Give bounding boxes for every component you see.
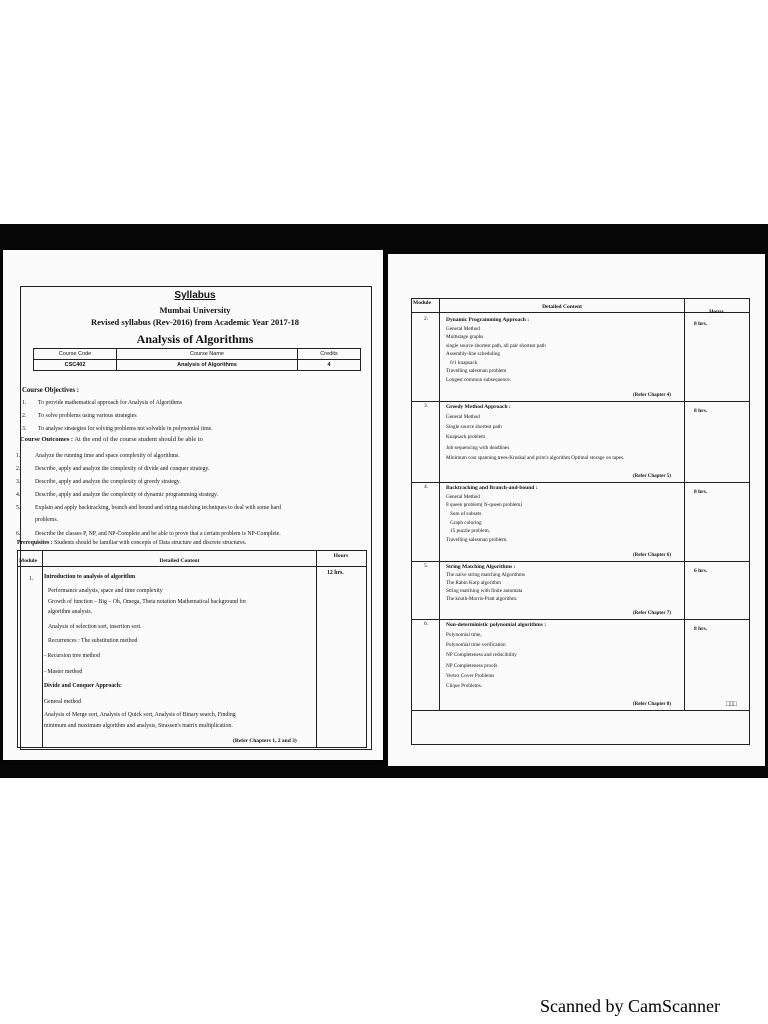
module-1-line: Analysis of selection sort, insertion sort. xyxy=(48,624,142,630)
module-item: Assembly-line scheduling xyxy=(446,351,501,358)
module-item: Travelling salesman problem. xyxy=(446,536,508,543)
module-item: single source shortest path, all pair shortest path xyxy=(446,342,546,349)
outcomes-intro: At the end of the course student should be able to xyxy=(74,436,203,443)
module-item: Sum of subsets xyxy=(450,510,482,517)
module-divider xyxy=(411,561,749,562)
module-item: Clique Problems. xyxy=(446,682,483,689)
right-table-bottom xyxy=(411,710,749,711)
objective-number: 1. xyxy=(22,400,27,406)
module-item: 0/1 knapsack xyxy=(450,359,478,366)
module-item: String matching with finite automata xyxy=(446,588,523,594)
module-title: Backtracking and Branch-and-bound : xyxy=(446,485,538,491)
module-title: Non-deterministic polynomial algorithms : xyxy=(446,622,547,628)
outcome-number: 2. xyxy=(16,466,21,472)
outcome-text: Describe, apply and analyze the complexity of divide and conquer strategy. xyxy=(35,466,210,472)
course-code-value: CSC402 xyxy=(34,360,117,371)
module-item: Polynomial time, xyxy=(446,632,482,639)
module-item: 8 queen problem( N-queen problem) xyxy=(446,502,523,509)
module-item: Job sequencing with deadlines xyxy=(446,444,510,451)
camscanner-watermark: Scanned by CamScanner xyxy=(540,996,720,1016)
module-1-line: minimum and maximum algorithm and analysis, Strassen's matrix multiplication. xyxy=(44,723,233,729)
objectives-heading: Course Objectives : xyxy=(22,387,80,394)
module-title: Greedy Method Approach : xyxy=(446,404,511,410)
prereq-text: Students should be familiar with concepts of Data structure and discrete structures. xyxy=(54,540,247,546)
module-hours: 8 hrs. xyxy=(694,321,708,327)
module-hours: 8 hrs. xyxy=(694,408,708,414)
module-1-line: Recurrences : The substitution method xyxy=(48,638,138,644)
credits-value: 4 xyxy=(298,360,361,371)
module-refer: (Refer Chapter 5) xyxy=(633,474,671,479)
module-item: Graph coloring xyxy=(450,519,482,526)
outcomes-line xyxy=(20,436,203,443)
outcome-text: Describe the classes P, NP, and NP-Complete and be able to prove that a certain problem is NP-Complete. xyxy=(35,531,281,537)
module-item: General Method xyxy=(446,493,480,500)
module-item: Longest common subsequence. xyxy=(446,376,511,383)
prerequisites-line xyxy=(17,540,246,546)
revised-syllabus: Revised syllabus (Rev-2016) from Academic Year 2017-18 xyxy=(90,317,300,327)
module-1-line: Divide and Conquer Approach: xyxy=(44,683,122,689)
col-divider-1 xyxy=(42,550,43,747)
module-1-line: Growth of function – Big – Oh, Omega, Theta notation Mathematical background for xyxy=(48,599,247,605)
course-code-header: Course Code xyxy=(34,349,117,360)
module-title: String Matching Algorithms : xyxy=(446,564,516,570)
module-item: The naïve string matching Algorithms xyxy=(446,572,525,578)
credits-header: Credits xyxy=(298,349,361,360)
module-refer: (Refer Chapter 8) xyxy=(633,702,671,707)
outcome-number: 6. xyxy=(16,531,21,537)
module-hours: 6 hrs. xyxy=(694,568,708,574)
module-number: 5. xyxy=(424,563,429,569)
outcomes-heading: Course Outcomes : xyxy=(20,436,74,443)
module-item: The knuth-Morris-Pratt algorithm. xyxy=(446,596,518,602)
module-item: Travelling salesman problem xyxy=(446,368,507,375)
right-hours-header: Hours xyxy=(709,309,724,315)
syllabus-heading: Syllabus xyxy=(174,290,216,301)
course-table xyxy=(33,348,361,371)
module-item: Polynomial time verification xyxy=(446,642,506,649)
module-1-number: 1. xyxy=(29,576,34,582)
module-1-line: Analysis of Merge sort, Analysis of Quick sort, Analysis of Binary search, Finding xyxy=(44,712,236,718)
right-col-divider-1 xyxy=(439,298,440,710)
outcome-number: 5. xyxy=(16,505,21,511)
objective-number: 3. xyxy=(22,426,27,432)
outcome-text: Explain and apply backtracking, branch and bound and string matching techniques to deal with some hard xyxy=(35,505,281,511)
module-item: Single source shortest path xyxy=(446,424,502,431)
outcome-number: 4. xyxy=(16,492,21,498)
course-name-value: Analysis of Algorithms xyxy=(117,360,298,371)
outcome-text: Analyze the running time and space complexity of algorithms. xyxy=(35,453,180,459)
module-item: The Rabin Karp algorithm xyxy=(446,580,501,586)
right-col-divider-2 xyxy=(684,298,685,710)
module-1-line: Introduction to analysis of algorithm xyxy=(44,574,136,580)
module-number: 3. xyxy=(424,403,429,409)
objective-number: 2. xyxy=(22,413,27,419)
objective-text: To analyse strategies for solving problems not solvable in polynomial time. xyxy=(38,426,213,432)
module-1-refer: (Refer Chapters 1, 2 and 3) xyxy=(233,738,297,744)
module-hours: 8 hrs. xyxy=(694,489,708,495)
module-divider xyxy=(411,401,749,402)
module-refer: (Refer Chapter 7) xyxy=(633,611,671,616)
module-1-line: algorithm analysis. xyxy=(48,609,93,615)
header-divider xyxy=(17,566,366,567)
module-hours: 8 hrs. xyxy=(694,626,708,632)
outcome-number: 3. xyxy=(16,479,21,485)
module-refer: (Refer Chapter 4) xyxy=(633,393,671,398)
module-number: 2. xyxy=(424,316,429,322)
module-item: General Method xyxy=(446,325,480,332)
module-item: NP Completeness and reducibility xyxy=(446,652,517,659)
right-module-header: Module xyxy=(413,300,432,306)
module-1-line: - Master method xyxy=(44,669,83,675)
module-item: Vertex Cover Problems xyxy=(446,672,495,679)
objective-text: To solve problems using various strategies xyxy=(38,413,137,419)
subject-title: Analysis of Algorithms xyxy=(136,332,254,346)
module-divider xyxy=(411,619,749,620)
module-1-line: Performance analysis, space and time complexity xyxy=(48,588,163,594)
outcome-text: problems. xyxy=(35,517,59,523)
end-mark: □□□ xyxy=(726,700,736,708)
module-item: Knapsack problem xyxy=(446,434,486,441)
module-title: Dynamic Programming Approach : xyxy=(446,317,530,323)
hours-header: Hours xyxy=(333,553,349,559)
module-item: General Method xyxy=(446,414,480,421)
outcome-text: Describe, apply and analyze the complexity of greedy strategy. xyxy=(35,479,181,485)
col-divider-2 xyxy=(316,550,317,747)
module-1-line: General method xyxy=(44,699,82,705)
module-number: 4. xyxy=(424,484,429,490)
course-name-header: Course Name xyxy=(117,349,298,360)
prereq-heading: Prerequisites : xyxy=(17,540,53,546)
right-content-header: Detailed Content xyxy=(542,304,582,310)
content-header: Detailed Content xyxy=(159,558,200,564)
university-name: Mumbai University xyxy=(159,305,231,315)
module-divider xyxy=(411,482,749,483)
module-refer: (Refer Chapter 6) xyxy=(633,553,671,558)
module-1-hours: 12 hrs. xyxy=(327,570,344,576)
module-item: NP Completeness proofs xyxy=(446,662,498,669)
module-item: 15 puzzle problem, xyxy=(450,528,490,535)
outcome-number: 1. xyxy=(16,453,21,459)
objective-text: To provide mathematical approach for Analysis of Algorithms xyxy=(38,400,182,406)
outcome-text: Describe, apply and analyze the complexity of dynamic programming strategy. xyxy=(35,492,218,498)
module-item: Multistage graphs xyxy=(446,334,484,341)
module-1-line: - Recursion tree method xyxy=(44,653,100,659)
module-item: Minimum cost spanning trees-Kruskal and prim's algorithm Optimal storage on tapes. xyxy=(446,454,625,461)
module-header: Module xyxy=(19,558,38,564)
module-number: 6. xyxy=(424,621,429,627)
